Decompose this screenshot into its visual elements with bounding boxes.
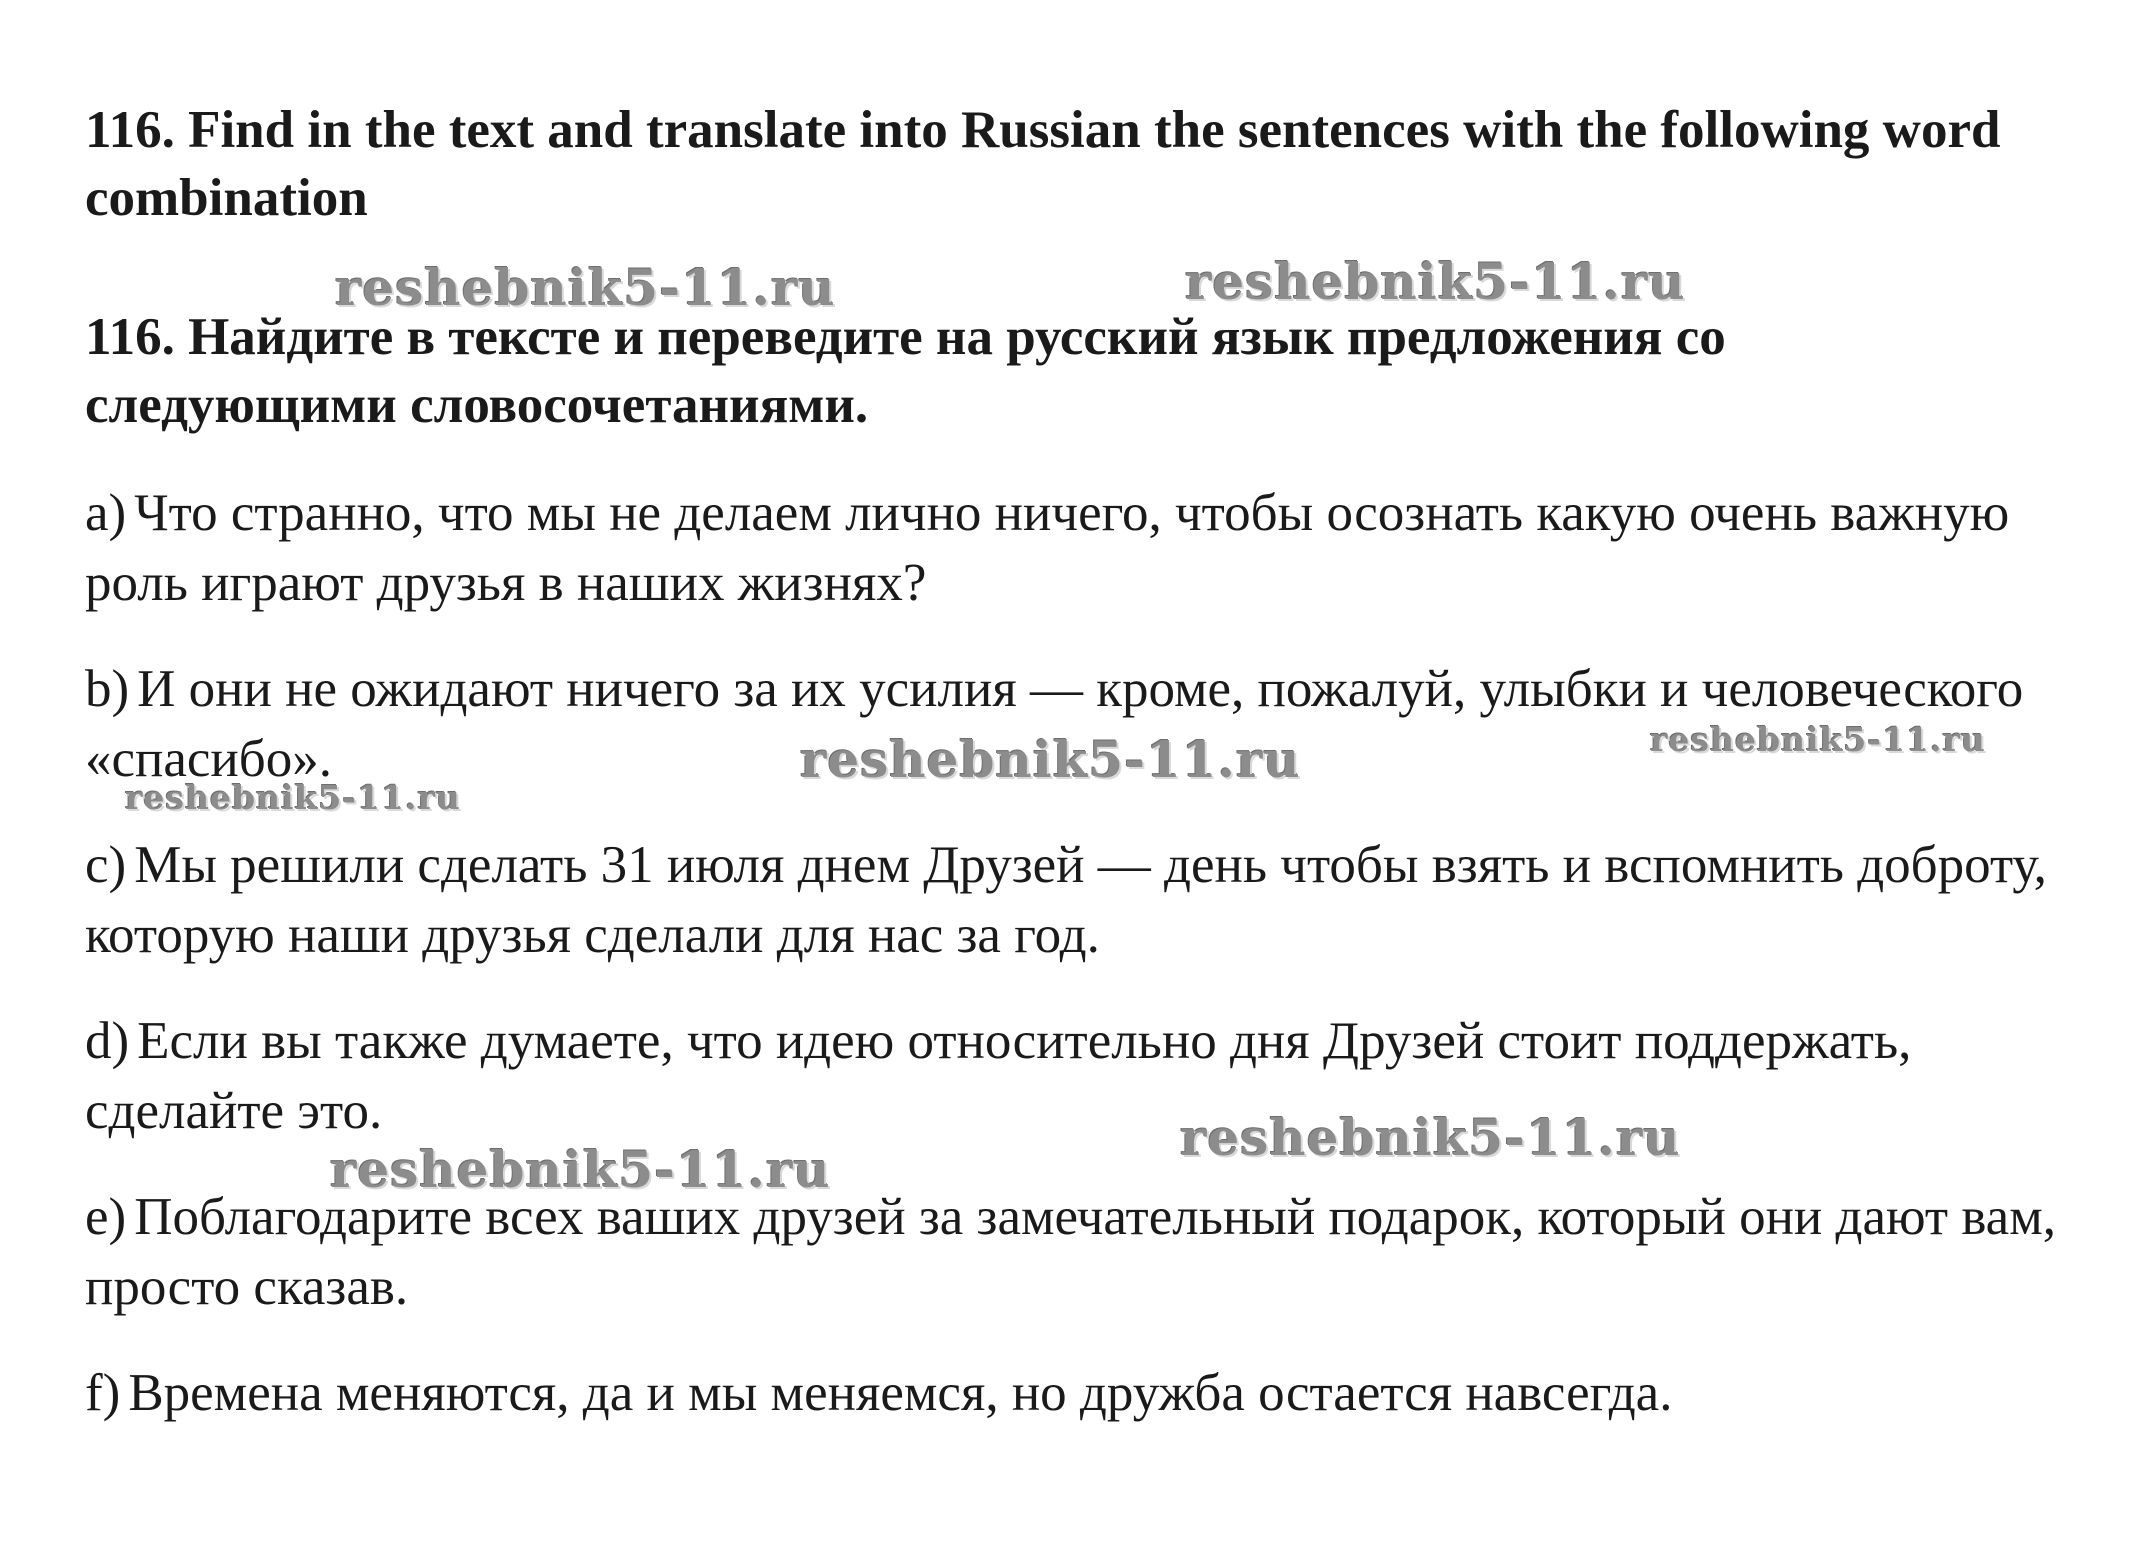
exercise-heading-english: 116. Find in the text and translate into Russian the sentences with the following word combination <box>85 101 2001 227</box>
item-marker: c) <box>85 836 127 894</box>
item-text: Что странно, что мы не делаем лично ничего, чтобы осознать какую очень важную роль играют друзья в наших жизнях? <box>85 484 2010 612</box>
sentence-item-f <box>85 1358 2085 1428</box>
watermark: reshebnik5-11.ru <box>125 778 461 817</box>
item-text: Времена меняются, да и мы меняемся, но дружба остается навсегда. <box>128 1364 1673 1422</box>
item-marker: e) <box>85 1188 127 1246</box>
item-text: Мы решили сделать 31 июля днем Друзей — день чтобы взять и вспомнить доброту, которую наши друзья сделали для нас за год. <box>85 836 2047 964</box>
item-text: Если вы также думаете, что идею относительно дня Друзей стоит поддержать, сделайте это. <box>85 1012 1912 1140</box>
watermark: reshebnik5-11.ru <box>800 730 1301 789</box>
item-marker: b) <box>85 660 130 718</box>
item-text: И они не ожидают ничего за их усилия — кроме, пожалуй, улыбки и человеческого «спасибо». <box>85 660 2024 788</box>
watermark: reshebnik5-11.ru <box>335 258 836 317</box>
watermark: reshebnik5-11.ru <box>330 1140 831 1199</box>
sentence-item-d <box>85 1006 2085 1146</box>
sentence-item-a <box>85 478 2085 618</box>
item-marker: a) <box>85 484 127 542</box>
sentence-item-c <box>85 830 2085 970</box>
watermark: reshebnik5-11.ru <box>1180 1108 1681 1167</box>
sentence-item-e <box>85 1182 2085 1322</box>
watermark: reshebnik5-11.ru <box>1650 720 1986 759</box>
exercise-heading-russian: 116. Найдите в тексте и переведите на русский язык предложения со следующими словосочетаниями. <box>85 308 1726 434</box>
item-marker: f) <box>85 1364 121 1422</box>
watermark: reshebnik5-11.ru <box>1185 252 1686 311</box>
item-text: Поблагодарите всех ваших друзей за замечательный подарок, который они дают вам, просто сказав. <box>85 1188 2056 1316</box>
item-marker: d) <box>85 1012 130 1070</box>
